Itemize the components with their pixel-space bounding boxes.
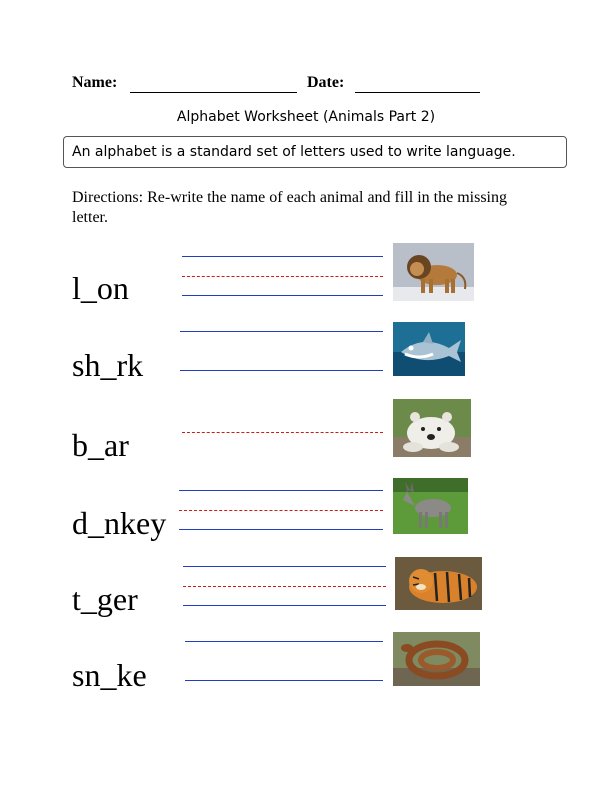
- writing-line-bottom[interactable]: [182, 295, 383, 296]
- definition-text: An alphabet is a standard set of letters used to write language.: [72, 144, 516, 160]
- lion-icon: [393, 243, 474, 301]
- date-field[interactable]: [355, 92, 480, 93]
- writing-line-middle[interactable]: [183, 586, 386, 587]
- worksheet-title: Alphabet Worksheet (Animals Part 2): [176, 109, 436, 125]
- date-label: Date:: [307, 74, 345, 91]
- writing-line-top[interactable]: [179, 490, 383, 491]
- word-snake: sn_ke: [72, 657, 147, 693]
- word-shark: sh_rk: [72, 347, 144, 383]
- writing-line-bottom[interactable]: [183, 605, 386, 606]
- writing-line-top[interactable]: [180, 331, 383, 332]
- name-field[interactable]: [130, 92, 297, 93]
- writing-line-bottom[interactable]: [179, 529, 383, 530]
- writing-line-top[interactable]: [182, 256, 383, 257]
- snake-icon: [393, 632, 480, 686]
- word-tiger: t_ger: [72, 581, 138, 617]
- donkey-icon: [393, 478, 468, 534]
- writing-line-middle[interactable]: [182, 432, 383, 433]
- word-bear: b_ar: [72, 427, 129, 463]
- tiger-icon: [395, 557, 482, 610]
- writing-line-bottom[interactable]: [185, 680, 383, 681]
- writing-line-middle[interactable]: [182, 276, 383, 277]
- writing-line-bottom[interactable]: [180, 370, 383, 371]
- writing-line-top[interactable]: [183, 566, 386, 567]
- word-donkey: d_nkey: [72, 505, 167, 541]
- writing-line-middle[interactable]: [179, 510, 383, 511]
- directions-text: Directions: Re-write the name of each animal and fill in the missing letter.: [72, 189, 507, 226]
- polar-bear-icon: [393, 399, 471, 457]
- writing-line-top[interactable]: [185, 641, 383, 642]
- name-label: Name:: [72, 74, 118, 91]
- word-lion: l_on: [72, 270, 129, 306]
- shark-icon: [393, 322, 465, 376]
